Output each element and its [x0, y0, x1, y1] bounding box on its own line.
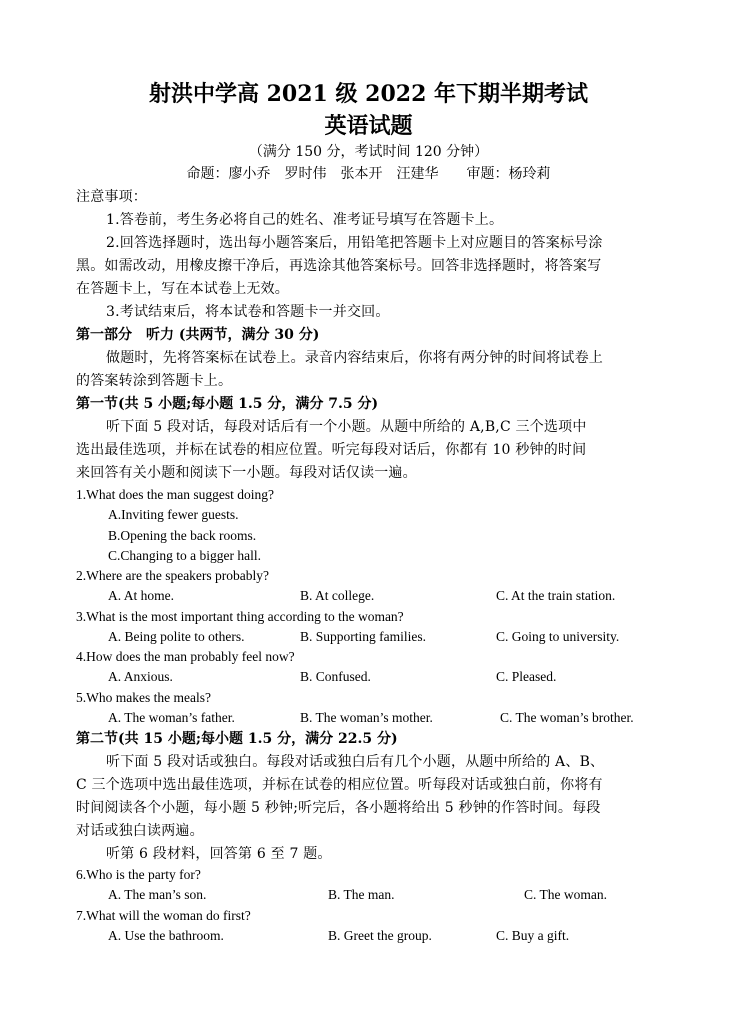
- question-1-option-a: A.Inviting fewer guests.: [108, 507, 239, 522]
- exam-authors: 命题：廖小乔 罗时伟 张本开 汪建华 审题：杨玲莉: [186, 166, 551, 182]
- question-7: 7.What will the woman do first?: [76, 908, 251, 923]
- notice-item-1: 1.答卷前，考生务必将自己的姓名、准考证号填写在答题卡上。: [106, 212, 504, 228]
- question-2: 2.Where are the speakers probably?: [76, 568, 270, 583]
- question-5-option-c: C. The woman’s brother.: [500, 710, 634, 725]
- question-7-option-a: A. Use the bathroom.: [108, 928, 224, 943]
- section2-instruction-line-3: 时间阅读各个小题，每小题 5 秒钟;听完后，各小题将给出 5 秒钟的作答时间。每段: [76, 800, 601, 816]
- question-1: 1.What does the man suggest doing?: [76, 487, 274, 502]
- notice-item-2-line-2: 黑。如需改动，用橡皮擦干净后，再选涂其他答案标号。回答非选择题时，将答案写: [76, 258, 602, 274]
- question-5-option-a: A. The woman’s father.: [108, 710, 235, 725]
- question-3: 3.What is the most important thing according to the woman?: [76, 609, 404, 624]
- question-3-option-b: B. Supporting families.: [300, 629, 426, 644]
- section2-material-6: 听第 6 段材料，回答第 6 至 7 题。: [106, 846, 332, 862]
- question-4-option-a: A. Anxious.: [108, 669, 173, 684]
- section1-instruction-line-2: 选出最佳选项，并标在试卷的相应位置。听完每段对话后，你都有 10 秒钟的时间: [76, 442, 587, 458]
- exam-info: （满分 150 分，考试时间 120 分钟）: [248, 144, 489, 160]
- notice-item-2-line-1: 2.回答选择题时，选出每小题答案后，用铅笔把答题卡上对应题目的答案标号涂: [106, 235, 603, 251]
- question-5: 5.Who makes the meals?: [76, 690, 211, 705]
- notice-heading: 注意事项：: [76, 189, 147, 205]
- question-6-option-a: A. The man’s son.: [108, 887, 207, 902]
- question-4-option-b: B. Confused.: [300, 669, 371, 684]
- question-6-option-b: B. The man.: [328, 887, 395, 902]
- notice-item-3: 3.考试结束后，将本试卷和答题卡一并交回。: [106, 304, 390, 320]
- question-3-option-a: A. Being polite to others.: [108, 629, 245, 644]
- question-6: 6.Who is the party for?: [76, 867, 201, 882]
- section1-heading: 第一节(共 5 小题;每小题 1.5 分，满分 7.5 分): [76, 396, 379, 412]
- section1-instruction-line-3: 来回答有关小题和阅读下一小题。每段对话仅读一遍。: [76, 465, 417, 481]
- exam-title: 射洪中学高 2021 级 2022 年下期半期考试: [148, 81, 589, 107]
- question-6-option-c: C. The woman.: [524, 887, 607, 902]
- part1-instruction-line-2: 的答案转涂到答题卡上。: [76, 373, 233, 389]
- exam-subtitle: 英语试题: [324, 113, 413, 139]
- question-7-option-b: B. Greet the group.: [328, 928, 432, 943]
- question-2-option-a: A. At home.: [108, 588, 174, 603]
- notice-item-2-line-3: 在答题卡上，写在本试卷上无效。: [76, 281, 289, 297]
- question-5-option-b: B. The woman’s mother.: [300, 710, 433, 725]
- question-2-option-c: C. At the train station.: [496, 588, 616, 603]
- part1-instruction-line-1: 做题时，先将答案标在试卷上。录音内容结束后，你将有两分钟的时间将试卷上: [106, 350, 603, 366]
- section2-instruction-line-4: 对话或独白读两遍。: [76, 823, 204, 839]
- question-1-option-b: B.Opening the back rooms.: [108, 528, 257, 543]
- question-1-option-c: C.Changing to a bigger hall.: [108, 548, 261, 563]
- question-7-option-c: C. Buy a gift.: [496, 928, 570, 943]
- question-2-option-b: B. At college.: [300, 588, 375, 603]
- section2-instruction-line-1: 听下面 5 段对话或独白。每段对话或独白后有几个小题，从题中所给的 A、B、: [106, 754, 605, 770]
- part1-heading: 第一部分 听力 (共两节，满分 30 分): [76, 327, 320, 343]
- section1-instruction-line-1: 听下面 5 段对话，每段对话后有一个小题。从题中所给的 A,B,C 三个选项中: [106, 419, 587, 435]
- question-3-option-c: C. Going to university.: [496, 629, 620, 644]
- section2-heading: 第二节(共 15 小题;每小题 1.5 分，满分 22.5 分): [76, 731, 398, 747]
- question-4-option-c: C. Pleased.: [496, 669, 557, 684]
- section2-instruction-line-2: C 三个选项中选出最佳选项，并标在试卷的相应位置。听每段对话或独白前，你将有: [76, 777, 603, 793]
- question-4: 4.How does the man probably feel now?: [76, 649, 295, 664]
